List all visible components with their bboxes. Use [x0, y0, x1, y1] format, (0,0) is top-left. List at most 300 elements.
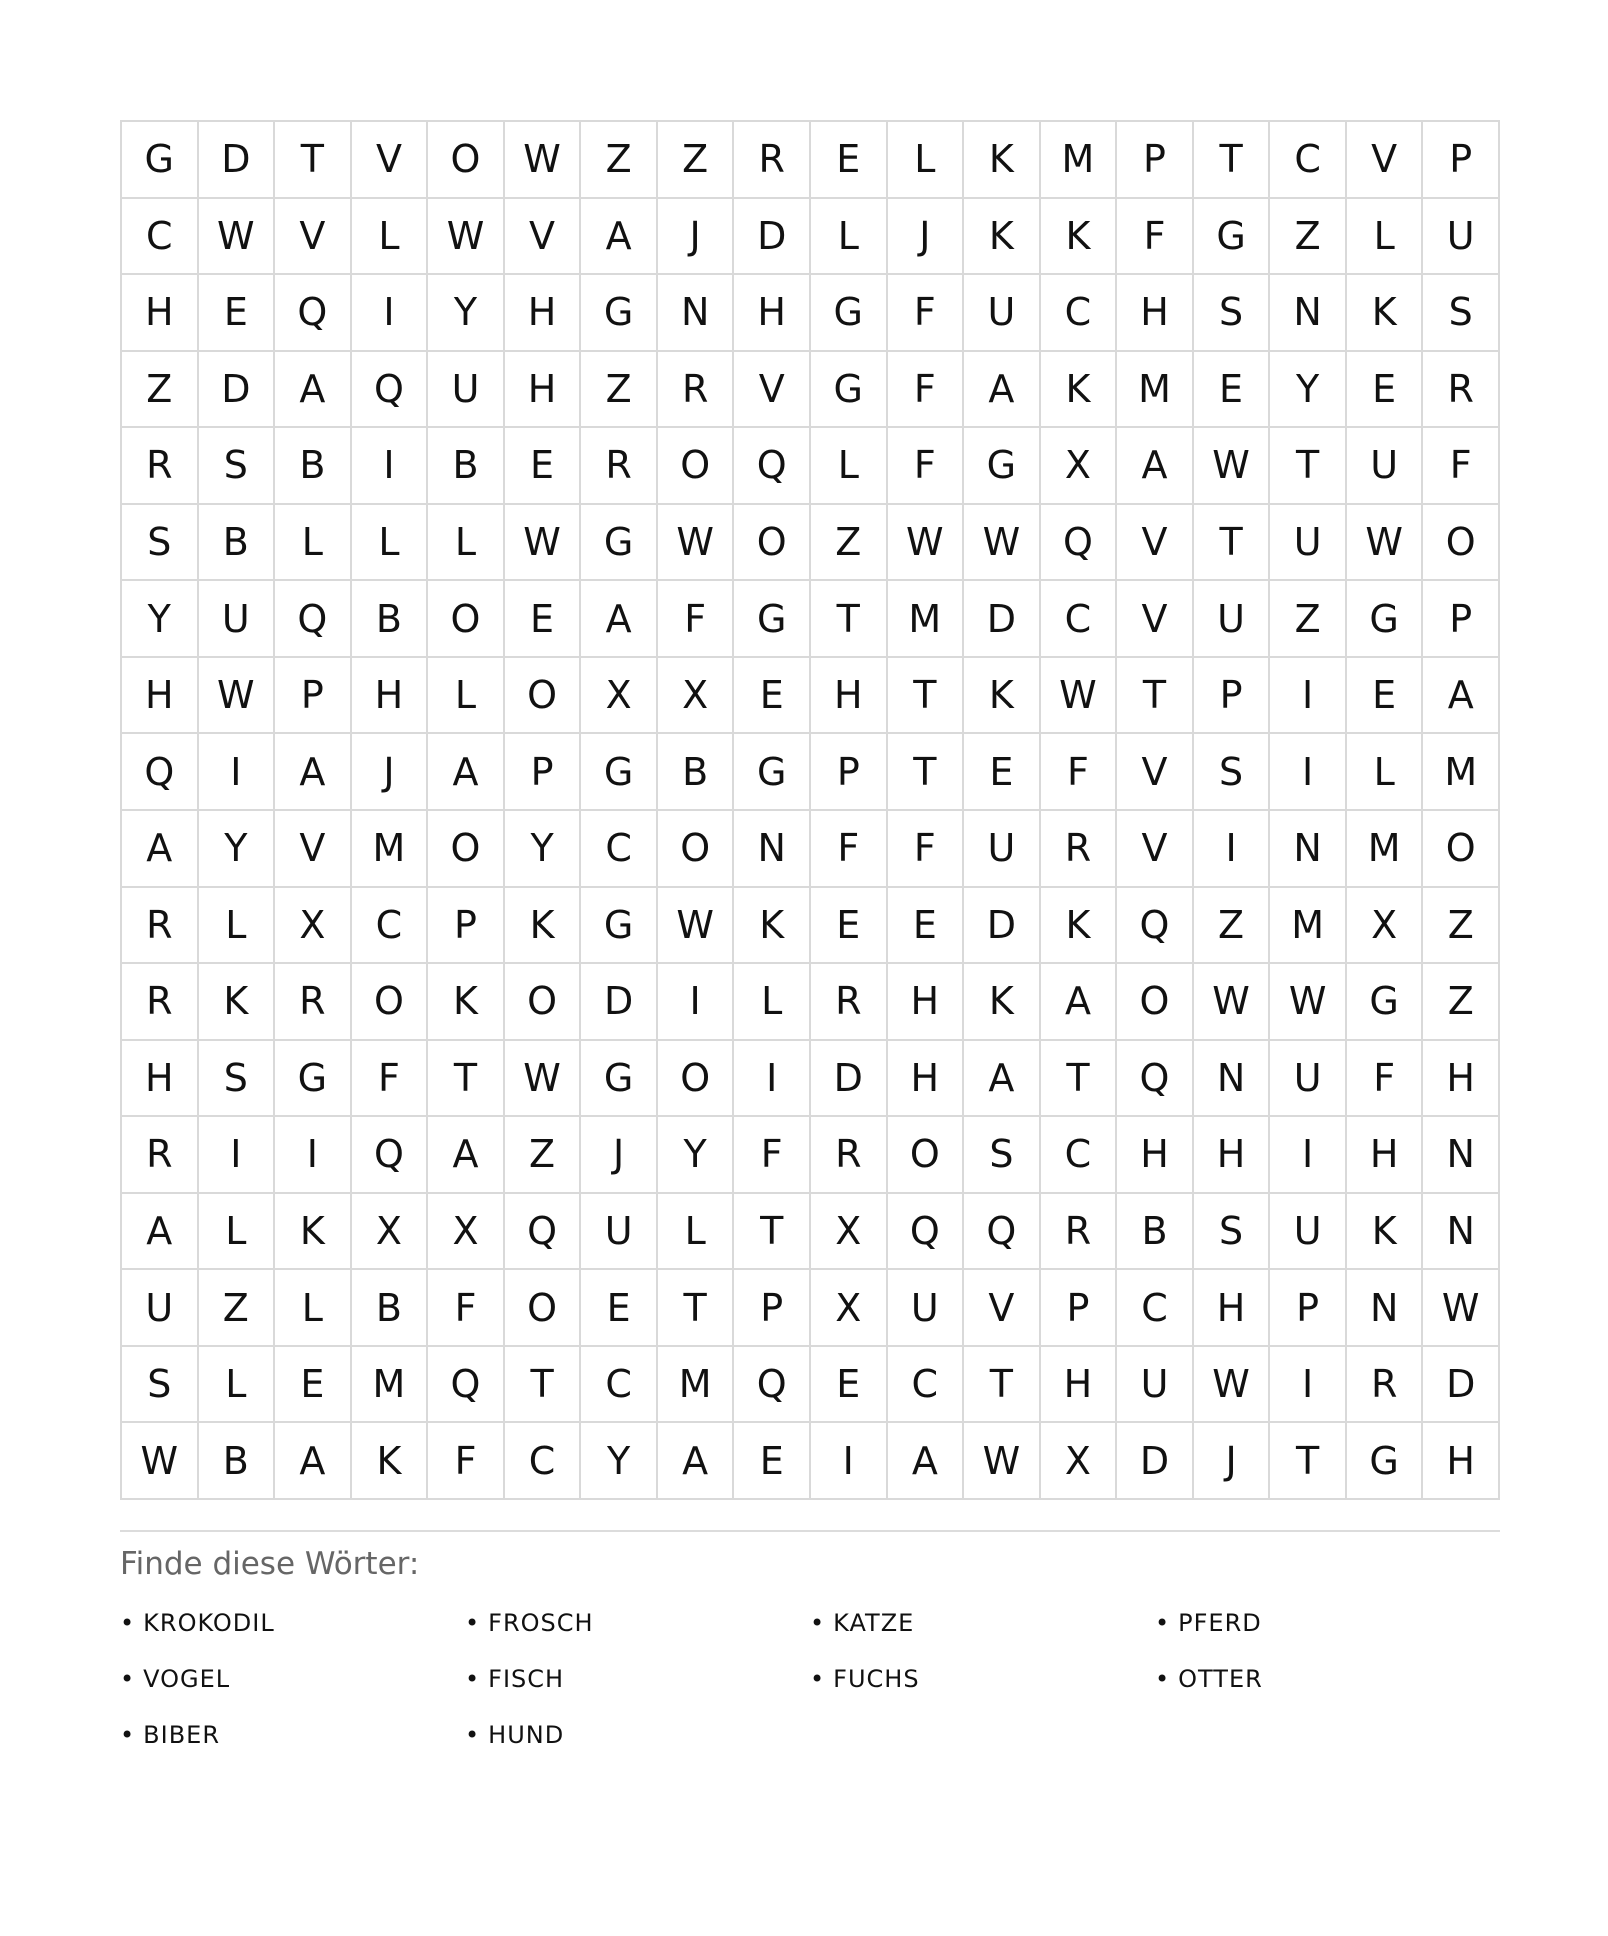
grid-cell[interactable]: A [1041, 964, 1118, 1041]
grid-cell[interactable]: Q [1117, 888, 1194, 965]
grid-cell[interactable]: S [1194, 1194, 1271, 1271]
grid-cell[interactable]: N [1423, 1194, 1500, 1271]
grid-cell[interactable]: H [1423, 1423, 1500, 1500]
grid-cell[interactable]: D [581, 964, 658, 1041]
grid-cell[interactable]: B [658, 734, 735, 811]
grid-cell[interactable]: I [658, 964, 735, 1041]
grid-cell[interactable]: Z [505, 1117, 582, 1194]
grid-cell[interactable]: O [1423, 505, 1500, 582]
grid-cell[interactable]: H [1194, 1117, 1271, 1194]
grid-cell[interactable]: G [811, 275, 888, 352]
grid-cell[interactable]: T [964, 1347, 1041, 1424]
grid-cell[interactable]: A [428, 1117, 505, 1194]
grid-cell[interactable]: Y [122, 581, 199, 658]
grid-cell[interactable]: Q [352, 1117, 429, 1194]
grid-cell[interactable]: C [888, 1347, 965, 1424]
grid-cell[interactable]: D [811, 1041, 888, 1118]
grid-cell[interactable]: U [1117, 1347, 1194, 1424]
grid-cell[interactable]: R [658, 352, 735, 429]
grid-cell[interactable]: L [428, 658, 505, 735]
grid-cell[interactable]: L [199, 1347, 276, 1424]
grid-cell[interactable]: Q [505, 1194, 582, 1271]
grid-cell[interactable]: W [964, 1423, 1041, 1500]
grid-cell[interactable]: Q [888, 1194, 965, 1271]
grid-cell[interactable]: F [1423, 428, 1500, 505]
grid-cell[interactable]: N [1270, 275, 1347, 352]
grid-cell[interactable]: O [428, 811, 505, 888]
grid-cell[interactable]: K [1041, 888, 1118, 965]
grid-cell[interactable]: Q [275, 275, 352, 352]
grid-cell[interactable]: W [964, 505, 1041, 582]
grid-cell[interactable]: K [275, 1194, 352, 1271]
grid-cell[interactable]: V [1117, 811, 1194, 888]
grid-cell[interactable]: F [1117, 199, 1194, 276]
grid-cell[interactable]: Y [199, 811, 276, 888]
grid-cell[interactable]: E [1194, 352, 1271, 429]
grid-cell[interactable]: O [1117, 964, 1194, 1041]
grid-cell[interactable]: C [1041, 581, 1118, 658]
grid-cell[interactable]: R [734, 122, 811, 199]
grid-cell[interactable]: D [1423, 1347, 1500, 1424]
grid-cell[interactable]: F [888, 811, 965, 888]
grid-cell[interactable]: W [1423, 1270, 1500, 1347]
grid-cell[interactable]: T [888, 734, 965, 811]
grid-cell[interactable]: B [275, 428, 352, 505]
grid-cell[interactable]: F [428, 1423, 505, 1500]
grid-cell[interactable]: X [1041, 428, 1118, 505]
grid-cell[interactable]: W [505, 1041, 582, 1118]
grid-cell[interactable]: F [811, 811, 888, 888]
grid-cell[interactable]: O [352, 964, 429, 1041]
grid-cell[interactable]: H [1041, 1347, 1118, 1424]
grid-cell[interactable]: G [964, 428, 1041, 505]
grid-cell[interactable]: U [428, 352, 505, 429]
grid-cell[interactable]: L [275, 505, 352, 582]
grid-cell[interactable]: U [888, 1270, 965, 1347]
grid-cell[interactable]: E [734, 1423, 811, 1500]
grid-cell[interactable]: S [122, 505, 199, 582]
grid-cell[interactable]: J [888, 199, 965, 276]
grid-cell[interactable]: T [658, 1270, 735, 1347]
grid-cell[interactable]: Y [581, 1423, 658, 1500]
grid-cell[interactable]: H [811, 658, 888, 735]
grid-cell[interactable]: W [658, 505, 735, 582]
grid-cell[interactable]: E [1347, 352, 1424, 429]
grid-cell[interactable]: H [505, 352, 582, 429]
grid-cell[interactable]: S [199, 428, 276, 505]
grid-cell[interactable]: A [964, 1041, 1041, 1118]
grid-cell[interactable]: Z [581, 352, 658, 429]
grid-cell[interactable]: H [734, 275, 811, 352]
grid-cell[interactable]: U [581, 1194, 658, 1271]
grid-cell[interactable]: A [888, 1423, 965, 1500]
grid-cell[interactable]: Y [505, 811, 582, 888]
grid-cell[interactable]: D [1117, 1423, 1194, 1500]
grid-cell[interactable]: D [199, 122, 276, 199]
grid-cell[interactable]: W [505, 122, 582, 199]
grid-cell[interactable]: A [1423, 658, 1500, 735]
grid-cell[interactable]: Z [1270, 199, 1347, 276]
grid-cell[interactable]: K [1347, 1194, 1424, 1271]
grid-cell[interactable]: I [1194, 811, 1271, 888]
grid-cell[interactable]: N [658, 275, 735, 352]
grid-cell[interactable]: G [581, 734, 658, 811]
grid-cell[interactable]: B [352, 581, 429, 658]
grid-cell[interactable]: S [199, 1041, 276, 1118]
grid-cell[interactable]: C [352, 888, 429, 965]
grid-cell[interactable]: H [122, 658, 199, 735]
grid-cell[interactable]: U [1270, 1194, 1347, 1271]
grid-cell[interactable]: V [964, 1270, 1041, 1347]
grid-cell[interactable]: H [505, 275, 582, 352]
grid-cell[interactable]: Q [428, 1347, 505, 1424]
grid-cell[interactable]: V [1347, 122, 1424, 199]
grid-cell[interactable]: P [1194, 658, 1271, 735]
grid-cell[interactable]: F [1347, 1041, 1424, 1118]
grid-cell[interactable]: W [122, 1423, 199, 1500]
grid-cell[interactable]: Z [199, 1270, 276, 1347]
grid-cell[interactable]: X [1347, 888, 1424, 965]
grid-cell[interactable]: L [199, 888, 276, 965]
grid-cell[interactable]: V [734, 352, 811, 429]
grid-cell[interactable]: X [811, 1194, 888, 1271]
grid-cell[interactable]: A [1117, 428, 1194, 505]
grid-cell[interactable]: I [1270, 734, 1347, 811]
grid-cell[interactable]: O [428, 122, 505, 199]
grid-cell[interactable]: B [199, 505, 276, 582]
grid-cell[interactable]: C [1041, 1117, 1118, 1194]
grid-cell[interactable]: I [811, 1423, 888, 1500]
grid-cell[interactable]: A [581, 199, 658, 276]
grid-cell[interactable]: E [734, 658, 811, 735]
grid-cell[interactable]: K [964, 199, 1041, 276]
grid-cell[interactable]: T [1194, 122, 1271, 199]
grid-cell[interactable]: G [275, 1041, 352, 1118]
grid-cell[interactable]: C [505, 1423, 582, 1500]
grid-cell[interactable]: G [734, 581, 811, 658]
grid-cell[interactable]: F [428, 1270, 505, 1347]
grid-cell[interactable]: Y [658, 1117, 735, 1194]
grid-cell[interactable]: J [352, 734, 429, 811]
grid-cell[interactable]: A [275, 352, 352, 429]
grid-cell[interactable]: Z [1194, 888, 1271, 965]
grid-cell[interactable]: B [199, 1423, 276, 1500]
grid-cell[interactable]: L [811, 199, 888, 276]
grid-cell[interactable]: H [1423, 1041, 1500, 1118]
grid-cell[interactable]: W [1041, 658, 1118, 735]
grid-cell[interactable]: I [352, 275, 429, 352]
grid-cell[interactable]: A [964, 352, 1041, 429]
grid-cell[interactable]: O [1423, 811, 1500, 888]
grid-cell[interactable]: K [964, 122, 1041, 199]
grid-cell[interactable]: L [734, 964, 811, 1041]
grid-cell[interactable]: H [352, 658, 429, 735]
grid-cell[interactable]: G [1347, 581, 1424, 658]
grid-cell[interactable]: F [658, 581, 735, 658]
grid-cell[interactable]: L [199, 1194, 276, 1271]
grid-cell[interactable]: E [964, 734, 1041, 811]
grid-cell[interactable]: U [1270, 505, 1347, 582]
grid-cell[interactable]: G [581, 1041, 658, 1118]
grid-cell[interactable]: D [734, 199, 811, 276]
grid-cell[interactable]: K [964, 658, 1041, 735]
grid-cell[interactable]: F [888, 352, 965, 429]
grid-cell[interactable]: I [1270, 658, 1347, 735]
grid-cell[interactable]: O [505, 1270, 582, 1347]
grid-cell[interactable]: W [1194, 1347, 1271, 1424]
grid-cell[interactable]: A [122, 811, 199, 888]
grid-cell[interactable]: O [505, 964, 582, 1041]
grid-cell[interactable]: T [1270, 1423, 1347, 1500]
grid-cell[interactable]: J [658, 199, 735, 276]
grid-cell[interactable]: V [505, 199, 582, 276]
grid-cell[interactable]: B [428, 428, 505, 505]
grid-cell[interactable]: N [734, 811, 811, 888]
grid-cell[interactable]: K [505, 888, 582, 965]
grid-cell[interactable]: V [275, 811, 352, 888]
grid-cell[interactable]: C [581, 1347, 658, 1424]
grid-cell[interactable]: E [505, 581, 582, 658]
grid-cell[interactable]: G [811, 352, 888, 429]
grid-cell[interactable]: O [428, 581, 505, 658]
grid-cell[interactable]: J [581, 1117, 658, 1194]
grid-cell[interactable]: Z [1423, 964, 1500, 1041]
grid-cell[interactable]: A [275, 1423, 352, 1500]
grid-cell[interactable]: C [1117, 1270, 1194, 1347]
grid-cell[interactable]: W [1347, 505, 1424, 582]
grid-cell[interactable]: U [1270, 1041, 1347, 1118]
grid-cell[interactable]: G [581, 505, 658, 582]
grid-cell[interactable]: W [428, 199, 505, 276]
grid-cell[interactable]: L [658, 1194, 735, 1271]
grid-cell[interactable]: Z [122, 352, 199, 429]
grid-cell[interactable]: U [1194, 581, 1271, 658]
grid-cell[interactable]: T [275, 122, 352, 199]
grid-cell[interactable]: E [811, 1347, 888, 1424]
grid-cell[interactable]: Q [734, 1347, 811, 1424]
grid-cell[interactable]: W [1194, 428, 1271, 505]
grid-cell[interactable]: N [1347, 1270, 1424, 1347]
grid-cell[interactable]: C [1270, 122, 1347, 199]
grid-cell[interactable]: R [1423, 352, 1500, 429]
grid-cell[interactable]: Z [581, 122, 658, 199]
grid-cell[interactable]: M [352, 811, 429, 888]
grid-cell[interactable]: P [1041, 1270, 1118, 1347]
grid-cell[interactable]: A [658, 1423, 735, 1500]
grid-cell[interactable]: Z [1423, 888, 1500, 965]
grid-cell[interactable]: C [1041, 275, 1118, 352]
grid-cell[interactable]: P [1117, 122, 1194, 199]
grid-cell[interactable]: Q [352, 352, 429, 429]
grid-cell[interactable]: V [275, 199, 352, 276]
grid-cell[interactable]: E [1347, 658, 1424, 735]
grid-cell[interactable]: F [888, 428, 965, 505]
grid-cell[interactable]: O [734, 505, 811, 582]
grid-cell[interactable]: Y [428, 275, 505, 352]
grid-cell[interactable]: X [275, 888, 352, 965]
grid-cell[interactable]: U [122, 1270, 199, 1347]
grid-cell[interactable]: G [734, 734, 811, 811]
grid-cell[interactable]: H [1194, 1270, 1271, 1347]
grid-cell[interactable]: H [122, 275, 199, 352]
grid-cell[interactable]: F [352, 1041, 429, 1118]
grid-cell[interactable]: L [428, 505, 505, 582]
grid-cell[interactable]: M [1423, 734, 1500, 811]
grid-cell[interactable]: N [1270, 811, 1347, 888]
grid-cell[interactable]: R [122, 428, 199, 505]
grid-cell[interactable]: R [1347, 1347, 1424, 1424]
grid-cell[interactable]: W [658, 888, 735, 965]
grid-cell[interactable]: M [888, 581, 965, 658]
grid-cell[interactable]: V [1117, 505, 1194, 582]
grid-cell[interactable]: B [352, 1270, 429, 1347]
grid-cell[interactable]: Q [1117, 1041, 1194, 1118]
grid-cell[interactable]: D [964, 581, 1041, 658]
grid-cell[interactable]: A [275, 734, 352, 811]
grid-cell[interactable]: P [1423, 581, 1500, 658]
grid-cell[interactable]: I [275, 1117, 352, 1194]
grid-cell[interactable]: Q [1041, 505, 1118, 582]
grid-cell[interactable]: Z [811, 505, 888, 582]
grid-cell[interactable]: W [199, 199, 276, 276]
grid-cell[interactable]: T [428, 1041, 505, 1118]
grid-cell[interactable]: L [275, 1270, 352, 1347]
grid-cell[interactable]: K [428, 964, 505, 1041]
grid-cell[interactable]: P [734, 1270, 811, 1347]
grid-cell[interactable]: E [811, 888, 888, 965]
grid-cell[interactable]: I [734, 1041, 811, 1118]
grid-cell[interactable]: I [199, 734, 276, 811]
grid-cell[interactable]: S [1194, 734, 1271, 811]
grid-cell[interactable]: V [1117, 734, 1194, 811]
grid-cell[interactable]: R [811, 964, 888, 1041]
grid-cell[interactable]: R [122, 1117, 199, 1194]
grid-cell[interactable]: W [199, 658, 276, 735]
grid-cell[interactable]: V [352, 122, 429, 199]
grid-cell[interactable]: T [505, 1347, 582, 1424]
grid-cell[interactable]: K [1347, 275, 1424, 352]
grid-cell[interactable]: L [1347, 199, 1424, 276]
grid-cell[interactable]: R [811, 1117, 888, 1194]
grid-cell[interactable]: N [1423, 1117, 1500, 1194]
grid-cell[interactable]: G [581, 888, 658, 965]
grid-cell[interactable]: E [811, 122, 888, 199]
grid-cell[interactable]: T [888, 658, 965, 735]
grid-cell[interactable]: Y [1270, 352, 1347, 429]
grid-cell[interactable]: U [1423, 199, 1500, 276]
grid-cell[interactable]: T [1270, 428, 1347, 505]
grid-cell[interactable]: L [352, 505, 429, 582]
grid-cell[interactable]: D [964, 888, 1041, 965]
grid-cell[interactable]: W [505, 505, 582, 582]
grid-cell[interactable]: K [734, 888, 811, 965]
grid-cell[interactable]: L [1347, 734, 1424, 811]
grid-cell[interactable]: F [734, 1117, 811, 1194]
grid-cell[interactable]: O [888, 1117, 965, 1194]
grid-cell[interactable]: S [964, 1117, 1041, 1194]
grid-cell[interactable]: B [1117, 1194, 1194, 1271]
grid-cell[interactable]: S [1423, 275, 1500, 352]
grid-cell[interactable]: I [1270, 1347, 1347, 1424]
grid-cell[interactable]: E [199, 275, 276, 352]
grid-cell[interactable]: W [888, 505, 965, 582]
grid-cell[interactable]: P [1270, 1270, 1347, 1347]
grid-cell[interactable]: U [1347, 428, 1424, 505]
grid-cell[interactable]: Q [122, 734, 199, 811]
grid-cell[interactable]: O [658, 811, 735, 888]
grid-cell[interactable]: U [964, 275, 1041, 352]
grid-cell[interactable]: P [428, 888, 505, 965]
grid-cell[interactable]: Q [734, 428, 811, 505]
grid-cell[interactable]: M [1041, 122, 1118, 199]
grid-cell[interactable]: G [1194, 199, 1271, 276]
grid-cell[interactable]: G [1347, 964, 1424, 1041]
grid-cell[interactable]: T [1117, 658, 1194, 735]
grid-cell[interactable]: H [1117, 275, 1194, 352]
grid-cell[interactable]: G [581, 275, 658, 352]
grid-cell[interactable]: X [581, 658, 658, 735]
grid-cell[interactable]: R [581, 428, 658, 505]
grid-cell[interactable]: H [1347, 1117, 1424, 1194]
grid-cell[interactable]: S [1194, 275, 1271, 352]
grid-cell[interactable]: R [122, 888, 199, 965]
grid-cell[interactable]: T [1194, 505, 1271, 582]
grid-cell[interactable]: I [352, 428, 429, 505]
grid-cell[interactable]: S [122, 1347, 199, 1424]
grid-cell[interactable]: H [122, 1041, 199, 1118]
grid-cell[interactable]: K [352, 1423, 429, 1500]
grid-cell[interactable]: Z [658, 122, 735, 199]
grid-cell[interactable]: Q [964, 1194, 1041, 1271]
grid-cell[interactable]: L [888, 122, 965, 199]
grid-cell[interactable]: V [1117, 581, 1194, 658]
grid-cell[interactable]: X [1041, 1423, 1118, 1500]
grid-cell[interactable]: C [122, 199, 199, 276]
grid-cell[interactable]: R [275, 964, 352, 1041]
grid-cell[interactable]: M [1347, 811, 1424, 888]
grid-cell[interactable]: U [964, 811, 1041, 888]
grid-cell[interactable]: W [1194, 964, 1271, 1041]
grid-cell[interactable]: O [505, 658, 582, 735]
grid-cell[interactable]: E [888, 888, 965, 965]
grid-cell[interactable]: R [122, 964, 199, 1041]
grid-cell[interactable]: E [581, 1270, 658, 1347]
grid-cell[interactable]: P [275, 658, 352, 735]
grid-cell[interactable]: T [1041, 1041, 1118, 1118]
grid-cell[interactable]: I [1270, 1117, 1347, 1194]
grid-cell[interactable]: M [352, 1347, 429, 1424]
grid-cell[interactable]: H [888, 1041, 965, 1118]
grid-cell[interactable]: N [1194, 1041, 1271, 1118]
grid-cell[interactable]: O [658, 1041, 735, 1118]
grid-cell[interactable]: X [352, 1194, 429, 1271]
grid-cell[interactable]: A [122, 1194, 199, 1271]
grid-cell[interactable]: K [1041, 199, 1118, 276]
grid-cell[interactable]: G [1347, 1423, 1424, 1500]
grid-cell[interactable]: K [199, 964, 276, 1041]
grid-cell[interactable]: X [658, 658, 735, 735]
grid-cell[interactable]: H [1117, 1117, 1194, 1194]
grid-cell[interactable]: P [811, 734, 888, 811]
grid-cell[interactable]: O [658, 428, 735, 505]
grid-cell[interactable]: I [199, 1117, 276, 1194]
grid-cell[interactable]: E [275, 1347, 352, 1424]
grid-cell[interactable]: A [428, 734, 505, 811]
grid-cell[interactable]: Z [1270, 581, 1347, 658]
grid-cell[interactable]: K [1041, 352, 1118, 429]
grid-cell[interactable]: E [505, 428, 582, 505]
grid-cell[interactable]: K [964, 964, 1041, 1041]
